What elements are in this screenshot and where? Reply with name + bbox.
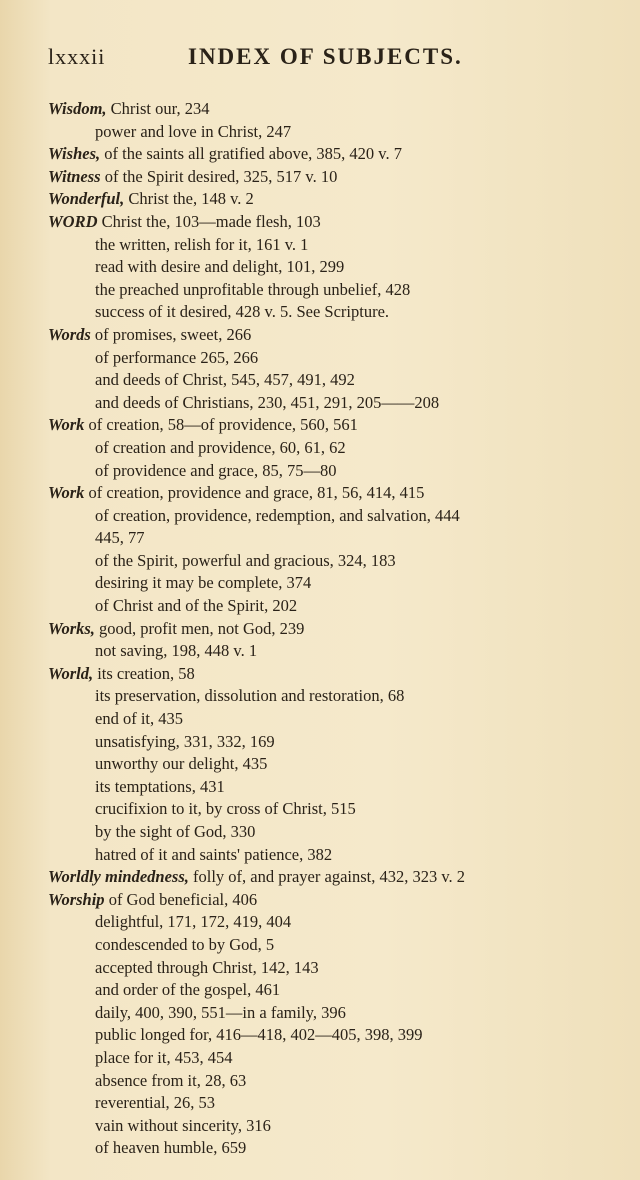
- entry-text: accepted through Christ, 142, 143: [95, 957, 319, 977]
- index-entry: [48, 414, 618, 437]
- index-subentry: [48, 798, 618, 821]
- index-entry: [48, 866, 618, 889]
- entry-heading: Words: [48, 324, 91, 344]
- index-entry: [48, 889, 618, 912]
- index-subentry: [48, 934, 618, 957]
- entry-text: power and love in Christ, 247: [95, 121, 292, 141]
- index-subentry: [48, 437, 618, 460]
- index-subentry: [48, 821, 618, 844]
- entry-text: of the Spirit desired, 325, 517 v. 10: [100, 166, 338, 186]
- entry-text: crucifixion to it, by cross of Christ, 515: [95, 799, 356, 819]
- index-subentry: [48, 347, 618, 370]
- entry-text: of creation and providence, 60, 61, 62: [95, 437, 346, 457]
- index-subentry: [48, 685, 618, 708]
- index-subentry: [48, 731, 618, 754]
- entry-text: folly of, and prayer against, 432, 323 v. 2: [188, 867, 466, 887]
- index-subentry: [48, 1024, 618, 1047]
- entry-text: of creation, providence, redemption, and salvation, 444: [95, 505, 460, 525]
- entry-heading: Worldly mindedness,: [48, 867, 189, 887]
- entry-text: and order of the gospel, 461: [95, 980, 281, 1000]
- index-entry-list: [48, 98, 618, 1160]
- index-subentry: [48, 1002, 618, 1025]
- entry-text: good, profit men, not God, 239: [94, 618, 305, 638]
- entry-heading: Wisdom,: [48, 99, 107, 118]
- entry-text: Christ our, 234: [106, 99, 210, 118]
- entry-text: desiring it may be complete, 374: [95, 573, 312, 593]
- index-subentry: [48, 460, 618, 483]
- entry-text: of God beneficial, 406: [104, 889, 258, 909]
- entry-text: unsatisfying, 331, 332, 169: [95, 731, 275, 751]
- entry-text: the preached unprofitable through unbelief, 428: [95, 279, 411, 299]
- index-entry: [48, 618, 618, 641]
- entry-text: of creation, providence and grace, 81, 56, 414, 415: [84, 483, 425, 503]
- entry-text: of providence and grace, 85, 75—80: [95, 460, 337, 480]
- entry-text: of the saints all gratified above, 385, 420 v. 7: [100, 144, 402, 164]
- index-subentry: [48, 708, 618, 731]
- index-subentry: [48, 121, 618, 144]
- index-subentry: [48, 776, 618, 799]
- index-subentry: [48, 753, 618, 776]
- index-entry: [48, 324, 618, 347]
- index-subentry: [48, 911, 618, 934]
- entry-heading: Work: [48, 483, 85, 503]
- entry-text: absence from it, 28, 63: [95, 1070, 247, 1090]
- entry-text: not saving, 198, 448 v. 1: [95, 641, 258, 661]
- index-subentry: [48, 844, 618, 867]
- entry-text: Christ the, 148 v. 2: [124, 189, 254, 209]
- index-subentry: [48, 392, 618, 415]
- index-subentry: [48, 595, 618, 618]
- index-subentry: [48, 505, 618, 528]
- entry-text: of performance 265, 266: [95, 347, 259, 367]
- entry-text: its temptations, 431: [95, 776, 225, 796]
- entry-text: place for it, 453, 454: [95, 1047, 233, 1067]
- entry-heading: WORD: [48, 211, 98, 231]
- entry-text: and deeds of Christ, 545, 457, 491, 492: [95, 370, 355, 390]
- index-entry: [48, 98, 618, 121]
- entry-text: read with desire and delight, 101, 299: [95, 257, 345, 277]
- entry-heading: Work: [48, 415, 85, 435]
- entry-text: delightful, 171, 172, 419, 404: [95, 912, 292, 932]
- index-subentry: [48, 527, 618, 550]
- entry-text: by the sight of God, 330: [95, 822, 256, 841]
- index-subentry: [48, 979, 618, 1002]
- entry-text: of creation, 58—of providence, 560, 561: [84, 415, 358, 435]
- page-title: INDEX OF SUBJECTS.: [188, 44, 463, 69]
- index-subentry: [48, 550, 618, 573]
- page-number: lxxxii: [48, 44, 106, 69]
- index-entry: [48, 143, 618, 166]
- entry-text: of heaven humble, 659: [95, 1138, 247, 1158]
- entry-text: vain without sincerity, 316: [95, 1115, 271, 1135]
- index-subentry: [48, 1137, 618, 1160]
- entry-heading: Wishes,: [48, 144, 101, 164]
- entry-text: public longed for, 416—418, 402—405, 398, 399: [95, 1025, 423, 1045]
- index-subentry: [48, 957, 618, 980]
- entry-text: of Christ and of the Spirit, 202: [95, 596, 298, 616]
- index-subentry: [48, 279, 618, 302]
- entry-heading: Worship: [48, 889, 105, 909]
- entry-text: of promises, sweet, 266: [90, 324, 252, 344]
- index-subentry: [48, 1070, 618, 1093]
- index-entry: [48, 663, 618, 686]
- page-header: [48, 44, 608, 74]
- entry-text: its preservation, dissolution and restoration, 68: [95, 686, 405, 706]
- entry-text: success of it desired, 428 v. 5. See Scripture.: [95, 302, 390, 322]
- index-subentry: [48, 1115, 618, 1138]
- index-subentry: [48, 234, 618, 257]
- index-entry: [48, 166, 618, 189]
- index-subentry: [48, 301, 618, 324]
- entry-text: of the Spirit, powerful and gracious, 324, 183: [95, 550, 396, 570]
- entry-text: unworthy our delight, 435: [95, 754, 268, 774]
- entry-text: hatred of it and saints' patience, 382: [95, 844, 333, 864]
- entry-heading: Wonderful,: [48, 189, 125, 209]
- entry-text: 445, 77: [95, 528, 145, 548]
- entry-heading: Witness: [48, 166, 101, 186]
- index-subentry: [48, 640, 618, 663]
- index-subentry: [48, 369, 618, 392]
- entry-text: Christ the, 103—made flesh, 103: [97, 211, 321, 231]
- index-entry: [48, 482, 618, 505]
- index-entry: [48, 211, 618, 234]
- index-subentry: [48, 1047, 618, 1070]
- index-subentry: [48, 572, 618, 595]
- entry-text: condescended to by God, 5: [95, 934, 275, 954]
- index-subentry: [48, 256, 618, 279]
- entry-text: reverential, 26, 53: [95, 1093, 216, 1113]
- entry-text: and deeds of Christians, 230, 451, 291, 205——208: [95, 392, 440, 412]
- index-subentry: [48, 1092, 618, 1115]
- index-entry: [48, 188, 618, 211]
- entry-text: daily, 400, 390, 551—in a family, 396: [95, 1002, 346, 1022]
- entry-heading: World,: [48, 663, 94, 683]
- entry-text: its creation, 58: [93, 663, 195, 683]
- entry-text: end of it, 435: [95, 709, 183, 729]
- entry-heading: Works,: [48, 618, 95, 638]
- entry-text: the written, relish for it, 161 v. 1: [95, 234, 309, 254]
